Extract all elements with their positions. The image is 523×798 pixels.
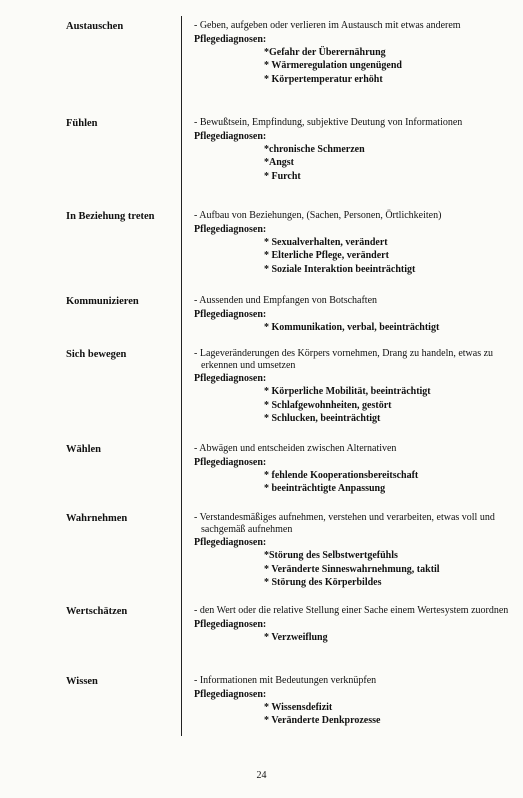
entry-definition: - den Wert oder die relative Stellung einer Sache einem Wertesystem zuordnen: [194, 605, 509, 616]
diagnosis-item: * Wissensdefizit: [264, 701, 333, 713]
diagnoses-label: Pflegediagnosen:: [194, 308, 267, 320]
entry-term: Kommunizieren: [66, 296, 139, 307]
entry-definition: - Bewußtsein, Empfindung, subjektive Deutung von Informationen: [194, 117, 463, 128]
entry-term: Sich bewegen: [66, 349, 127, 360]
entry-term: Wählen: [66, 444, 102, 455]
page-number: 24: [256, 770, 267, 781]
entry-definition: - Lageveränderungen des Körpers vornehmen, Drang zu handeln, etwas zu erkennen und umsetzen: [194, 348, 494, 371]
diagnosis-item: * Verzweiflung: [264, 631, 328, 643]
diagnosis-item: * Soziale Interaktion beeinträchtigt: [264, 263, 416, 275]
diagnosis-item: * Schlucken, beeinträchtigt: [264, 413, 381, 424]
diagnosis-item: * Furcht: [264, 170, 301, 182]
diagnosis-item: * Wärmeregulation ungenügend: [264, 60, 402, 71]
entry-term: Austauschen: [66, 21, 124, 32]
diagnosis-item: * Körperliche Mobilität, beeinträchtigt: [264, 386, 431, 397]
diagnoses-label: Pflegediagnosen:: [194, 33, 267, 45]
entry-term: Fühlen: [66, 118, 98, 129]
entry-definition: - Abwägen und entscheiden zwischen Alternativen: [194, 443, 397, 454]
entry-term: Wertschätzen: [66, 606, 128, 617]
diagnoses-label: Pflegediagnosen:: [194, 537, 267, 548]
diagnosis-item: * fehlende Kooperationsbereitschaft: [264, 469, 419, 481]
diagnosis-item: * Elterliche Pflege, verändert: [264, 250, 389, 261]
diagnosis-item: *Gefahr der Überernährung: [264, 46, 386, 58]
column-divider: [181, 16, 182, 736]
entry-term: Wissen: [66, 676, 98, 687]
diagnosis-item: *chronische Schmerzen: [264, 143, 365, 155]
entry-definition: - Aufbau von Beziehungen, (Sachen, Personen, Örtlichkeiten): [194, 210, 442, 221]
diagnosis-item: * Veränderte Sinneswahrnehmung, taktil: [264, 563, 440, 575]
diagnosis-item: *Störung des Selbstwertgefühls: [264, 550, 398, 561]
diagnosis-item: * Störung des Körperbildes: [264, 577, 382, 588]
entry-definition: - Geben, aufgeben oder verlieren im Austausch mit etwas anderem: [194, 20, 461, 31]
diagnosis-item: * beeinträchtigte Anpassung: [264, 483, 386, 494]
entry-definition: - Aussenden und Empfangen von Botschaften: [194, 295, 378, 306]
diagnoses-label: Pflegediagnosen:: [194, 456, 267, 468]
diagnosis-item: * Körpertemperatur erhöht: [264, 73, 383, 85]
diagnosis-item: * Schlafgewohnheiten, gestört: [264, 399, 392, 411]
diagnosis-item: * Kommunikation, verbal, beeinträchtigt: [264, 321, 440, 333]
entry-definition: - Verstandesmäßiges aufnehmen, verstehen und verarbeiten, etwas voll und sachgemäß aufnehmen: [194, 512, 495, 535]
diagnoses-label: Pflegediagnosen:: [194, 373, 267, 384]
diagnoses-label: Pflegediagnosen:: [194, 223, 267, 235]
diagnosis-item: *Angst: [264, 157, 295, 168]
entry-term: In Beziehung treten: [66, 211, 155, 222]
entry-term: Wahrnehmen: [66, 513, 128, 524]
diagnosis-item: * Veränderte Denkprozesse: [264, 715, 381, 726]
diagnoses-label: Pflegediagnosen:: [194, 688, 267, 700]
diagnoses-label: Pflegediagnosen:: [194, 130, 267, 142]
entry-definition: - Informationen mit Bedeutungen verknüpfen: [194, 675, 377, 686]
diagnoses-label: Pflegediagnosen:: [194, 618, 267, 630]
diagnosis-item: * Sexualverhalten, verändert: [264, 236, 388, 248]
